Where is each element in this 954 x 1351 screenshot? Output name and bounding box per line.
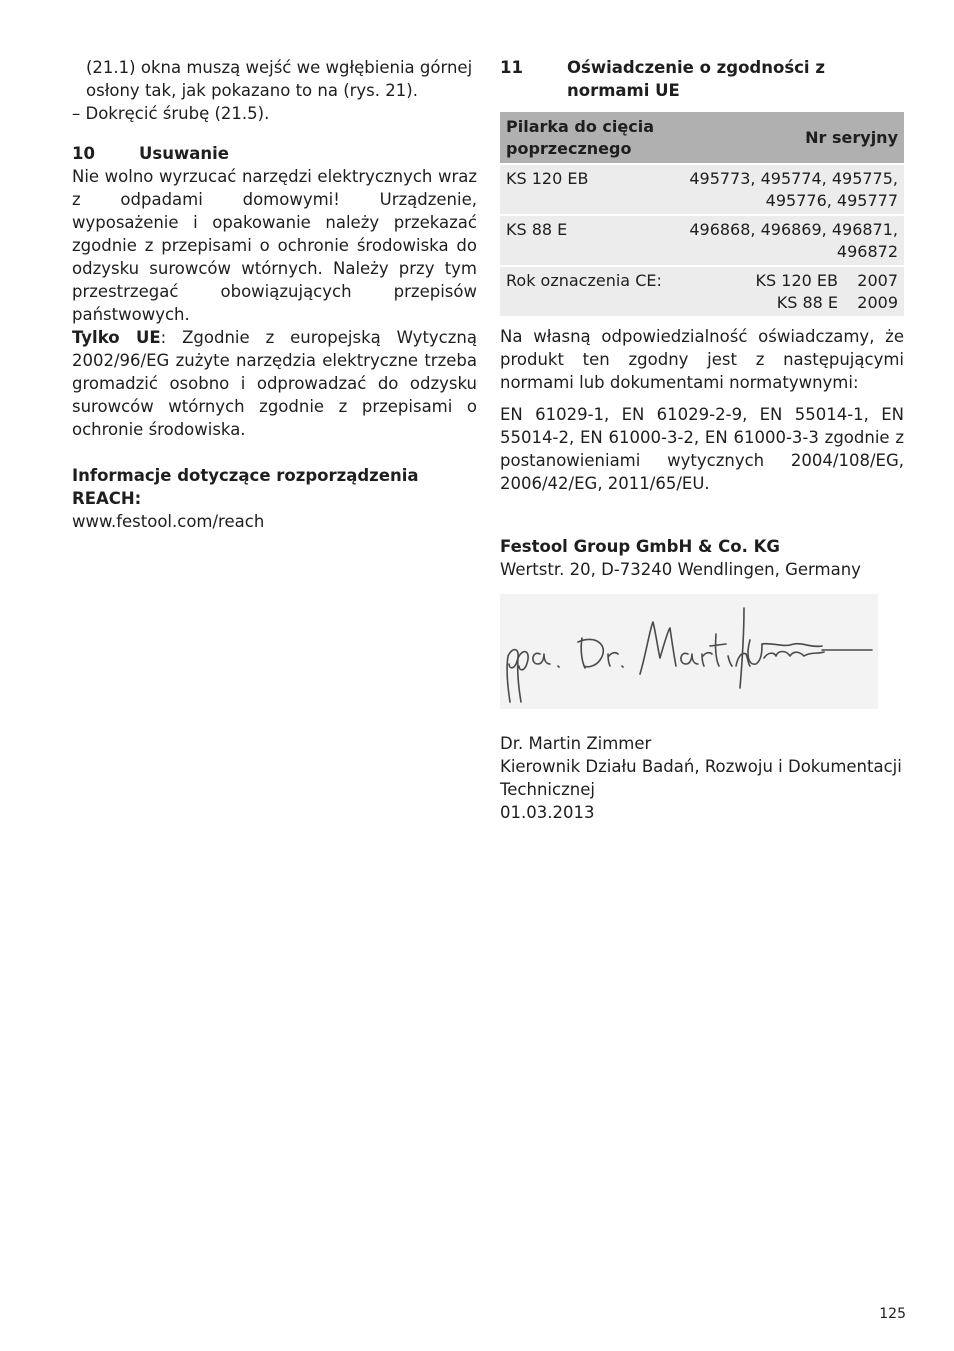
eu-only-label: Tylko UE bbox=[72, 328, 161, 347]
step-tighten-screw: – Dokręcić śrubę (21.5). bbox=[72, 104, 270, 123]
right-column bbox=[500, 56, 904, 824]
handwritten-signature bbox=[500, 594, 878, 709]
header-serial: Nr seryjny bbox=[668, 112, 904, 164]
standards-text: EN 61029-1, EN 61029-2-9, EN 55014-1, EN 55014-2, EN 61000-3-2, EN 61000-3-3 zgodnie z postanowieniami wytycznych 2004/108/EG, 2006/42/EG, 2011/65/EU. bbox=[500, 405, 904, 493]
row-serial: 496868, 496869, 496871, 496872 bbox=[668, 215, 904, 266]
row-model: KS 120 EB bbox=[500, 164, 668, 215]
reach-url: www.festool.com/reach bbox=[72, 512, 265, 531]
continuation-line-1: (21.1) okna muszą wejść we wgłębienia górnej bbox=[86, 58, 473, 77]
section-10-title: Usuwanie bbox=[139, 144, 229, 163]
eu-only-text: : Zgodnie z europejską Wytyczną 2002/96/EG zużyte narzędzia elektryczne trzeba gromadzić osobno i odprowadzać do odzysku surowców wtórnych zgodnie z przepisami o ochronie środowiska. bbox=[72, 328, 477, 439]
disposal-paragraph: Nie wolno wyrzucać narzędzi elektrycznych wraz z odpadami domowymi! Urządzenie, wyposażenie i opakowanie należy przekazać zgodnie z przepisami o ochronie środowiska do odzysku surowców wtórnych. Należy przy tym przestrzegać obowiązujących przepisów państwowych. bbox=[72, 167, 477, 324]
ce-label: Rok oznaczenia CE: bbox=[500, 266, 668, 316]
eu-only-paragraph bbox=[72, 326, 477, 441]
table-header bbox=[500, 112, 904, 164]
left-column bbox=[72, 56, 477, 533]
table-row bbox=[500, 164, 904, 215]
ce-year: 2009 bbox=[857, 293, 898, 312]
ce-year-entry bbox=[674, 292, 898, 314]
ce-year-entry bbox=[674, 270, 898, 292]
row-model: KS 88 E bbox=[500, 215, 668, 266]
section-11-heading bbox=[500, 56, 904, 102]
continuation-line-2: osłony tak, jak pokazano to na (rys. 21). bbox=[86, 81, 418, 100]
conformity-table bbox=[500, 112, 904, 316]
reach-title: Informacje dotyczące rozporządzenia REACH: bbox=[72, 466, 419, 508]
row-serial: 495773, 495774, 495775, 495776, 495777 bbox=[668, 164, 904, 215]
ce-model: KS 88 E bbox=[776, 293, 838, 312]
header-product: Pilarka do cięcia poprzecznego bbox=[500, 112, 668, 164]
section-10-heading bbox=[72, 142, 477, 165]
declaration-text: Na własną odpowiedzialność oświadczamy, że produkt ten zgodny jest z następującymi normami lub dokumentami normatywnymi: bbox=[500, 327, 904, 392]
signer-title: Kierownik Działu Badań, Rozwoju i Dokumentacji Technicznej bbox=[500, 757, 902, 799]
company-name: Festool Group GmbH & Co. KG bbox=[500, 537, 780, 556]
page-number: 125 bbox=[879, 1306, 906, 1322]
signer-name: Dr. Martin Zimmer bbox=[500, 734, 652, 753]
section-11-title: Oświadczenie o zgodności z normami UE bbox=[567, 58, 825, 100]
ce-year-row bbox=[500, 266, 904, 316]
section-11-number: 11 bbox=[500, 58, 523, 77]
table-row bbox=[500, 215, 904, 266]
signature bbox=[500, 594, 878, 709]
company-address: Wertstr. 20, D-73240 Wendlingen, Germany bbox=[500, 560, 861, 579]
ce-year: 2007 bbox=[857, 271, 898, 290]
section-10-number: 10 bbox=[72, 144, 95, 163]
ce-years bbox=[668, 266, 904, 316]
signature-date: 01.03.2013 bbox=[500, 803, 595, 822]
ce-model: KS 120 EB bbox=[755, 271, 838, 290]
